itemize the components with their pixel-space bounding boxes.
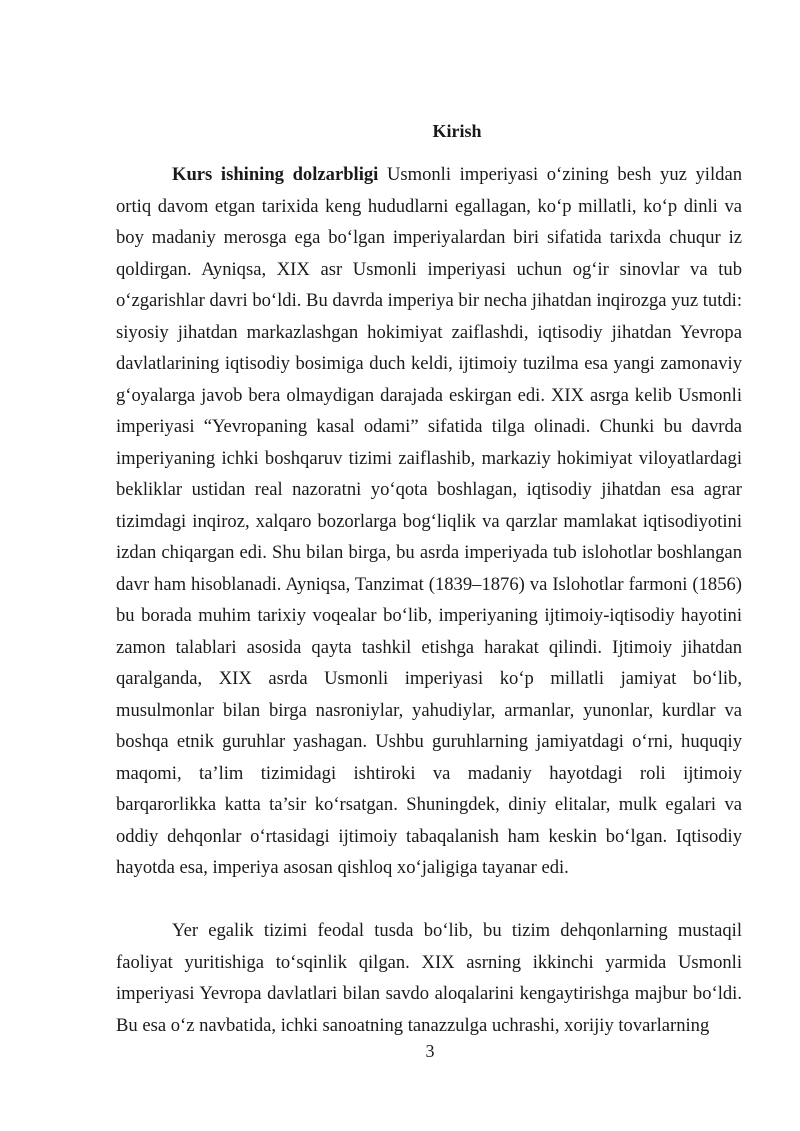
paragraph-2 (116, 915, 742, 1041)
paragraph-lead-bold: Kurs ishining dolzarbligi (172, 164, 379, 185)
paragraph-1 (116, 159, 742, 884)
paragraph-1-text: Usmonli imperiyasi o‘zining besh yuz yildan ortiq davom etgan tarixida keng hududlarni egallagan, ko‘p millatli, ko‘p dinli va boy madaniy merosga ega bo‘lgan imperiyalardan biri sifatida tarixda chuqur iz qoldirgan. Ayniqsa, XIX asr Usmonli imperiyasi uchun og‘ir sinovlar va tub o‘zgarishlar davri bo‘ldi. Bu davrda imperiya bir necha jihatdan inqirozga yuz tutdi: siyosiy jihatdan markazlashgan hokimiyat zaiflashdi, iqtisodiy jihatdan Yevropa davlatlarining iqtisodiy bosimiga duch keldi, ijtimoiy tuzilma esa yangi zamonaviy g‘oyalarga javob bera olmaydigan darajada eskirgan edi. XIX asrga kelib Usmonli imperiyasi “Yevropaning kasal odami” sifatida tilga olinadi. Chunki bu davrda imperiyaning ichki boshqaruv tizimi zaiflashib, markaziy hokimiyat viloyatlardagi bekliklar ustidan real nazoratni yo‘qota boshlagan, iqtisodiy jihatdan esa agrar tizimdagi inqiroz, xalqaro bozorlarga bog‘liqlik va qarzlar mamlakat iqtisodiyotini izdan chiqargan edi. Shu bilan birga, bu asrda imperiyada tub islohotlar boshlangan davr ham hisoblanadi. Ayniqsa, Tanzimat (1839–1876) va Islohotlar farmoni (1856) bu borada muhim tarixiy voqealar bo‘lib, imperiyaning ijtimoiy-iqtisodiy hayotini zamon talablari asosida qayta tashkil etishga harakat qilindi. Ijtimoiy jihatdan qaralganda, XIX asrda Usmonli imperiyasi ko‘p millatli jamiyat bo‘lib, musulmonlar bilan birga nasroniylar, yahudiylar, armanlar, yunonlar, kurdlar va boshqa etnik guruhlar yashagan. Ushbu guruhlarning jamiyatdagi o‘rni, huquqiy maqomi, ta’lim tizimidagi ishtiroki va madaniy hayotdagi roli ijtimoiy barqarorlikka katta ta’sir ko‘rsatgan. Shuningdek, diniy elitalar, mulk egalari va oddiy dehqonlar o‘rtasidagi ijtimoiy tabaqalanish ham keskin bo‘lgan. Iqtisodiy hayotda esa, imperiya asosan qishloq xo‘jaligiga tayanar edi. (116, 164, 742, 878)
page-number: 3 (425, 1041, 435, 1061)
section-heading: Kirish (432, 121, 482, 141)
paragraph-2-text: Yer egalik tizimi feodal tusda bo‘lib, bu tizim dehqonlarning mustaqil faoliyat yuritishiga to‘sqinlik qilgan. XIX asrning ikkinchi yarmida Usmonli imperiyasi Yevropa davlatlari bilan savdo aloqalarini kengaytirishga majbur bo‘ldi. Bu esa o‘z navbatida, ichki sanoatning tanazzulga uchrashi, xorijiy tovarlarning (116, 920, 742, 1036)
